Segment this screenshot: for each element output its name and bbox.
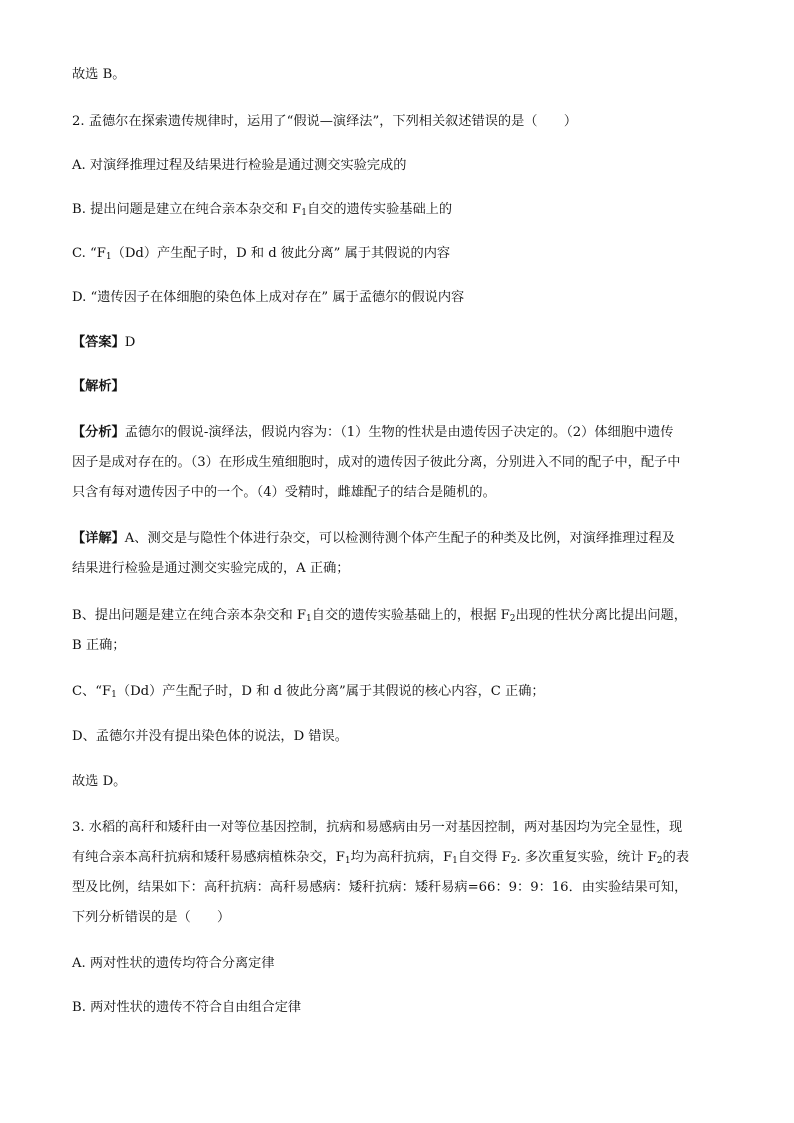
subscript: 2 <box>510 856 517 866</box>
q3-stem-line-2 <box>72 849 722 867</box>
detail-c <box>72 683 722 701</box>
answer-value: D <box>124 335 136 350</box>
subscript: 1 <box>111 690 117 700</box>
subscript: 2 <box>656 856 663 866</box>
text-segment: 有纯合亲本高秆抗病和矮秆易感病植株杂交，F <box>72 850 345 865</box>
fenxi-line-3: 只含有每对遗传因子中的一个。（4）受精时，雌雄配子的结合是随机的。 <box>72 485 496 500</box>
subscript: 1 <box>301 208 307 218</box>
text-segment: （Dd）产生配子时，D 和 d 彼此分离” 属于其假说的内容 <box>111 246 451 261</box>
q3-stem-line-4: 下列分析错误的是（ ） <box>72 910 231 925</box>
text-segment: 自交的遗传实验基础上的 <box>306 202 453 217</box>
subscript: 1 <box>306 614 312 624</box>
text-segment: （Dd）产生配子时，D 和 d 彼此分离”属于其假说的核心内容，C 正确； <box>116 684 545 699</box>
text-segment: C. “F <box>72 246 106 261</box>
q3-stem-line-1: 3. 水稻的高秆和矮秆由一对等位基因控制，抗病和易感病由另一对基因控制，两对基因均为完全显性，现 <box>72 820 683 835</box>
q2-conclusion: 故选 D。 <box>72 774 127 789</box>
fenxi-line-2: 因子是成对存在的。（3）在形成生殖细胞时，成对的遗传因子彼此分离，分别进入不同的配子中，配子中 <box>72 455 681 470</box>
answer-line <box>72 334 732 352</box>
text-segment: C、“F <box>72 684 112 699</box>
text-segment: 自交得 F <box>457 850 511 865</box>
detail-a-line-2: 结果进行检验是通过测交实验完成的，A 正确； <box>72 561 350 576</box>
detail-d: D、孟德尔并没有提出染色体的说法，D 错误。 <box>72 729 348 744</box>
detail-a-line-1 <box>72 530 722 548</box>
subscript: 1 <box>344 856 351 866</box>
text-segment: 出现的性状分离比提出问题， <box>515 608 687 623</box>
q3-stem-line-3: 型及比例，结果如下：高秆抗病：高秆易感病：矮秆抗病：矮秆易病=66：9：9：16．由实验结果可知， <box>72 880 688 895</box>
xiangjie-label: 【详解】 <box>72 531 125 546</box>
q1-conclusion: 故选 B。 <box>72 67 126 82</box>
q2-option-d: D. “遗传因子在体细胞的染色体上成对存在” 属于孟德尔的假说内容 <box>72 290 465 305</box>
answer-label: 【答案】 <box>72 335 125 350</box>
subscript: 2 <box>509 614 516 624</box>
fenxi-label: 【分析】 <box>72 425 125 440</box>
text-segment: B. 提出问题是建立在纯合亲本杂交和 F <box>72 202 302 217</box>
subscript: 1 <box>452 856 458 866</box>
detail-b-line-1 <box>72 607 722 625</box>
q2-option-a: A. 对演绎推理过程及结果进行检验是通过测交实验完成的 <box>72 158 407 173</box>
text-segment: . 多次重复实验，统计 F <box>516 850 657 865</box>
q2-option-b <box>72 201 732 219</box>
text-segment: A、测交是与隐性个体进行杂交，可以检测待测个体产生配子的种类及比例，对演绎推理过程及 <box>124 531 675 546</box>
subscript: 1 <box>105 252 112 262</box>
q3-option-b: B. 两对性状的遗传不符合自由组合定律 <box>72 1000 302 1015</box>
q2-option-c <box>72 245 732 263</box>
text-segment: 孟德尔的假说-演绎法，假说内容为：（1）生物的性状是由遗传因子决定的。（2）体细胞中遗传 <box>124 425 674 440</box>
text-segment: 均为高秆抗病，F <box>350 850 453 865</box>
analysis-label: 【解析】 <box>72 379 125 394</box>
q3-option-a: A. 两对性状的遗传均符合分离定律 <box>72 956 275 971</box>
text-segment: 的表 <box>662 850 690 865</box>
q2-stem: 2. 孟德尔在探索遗传规律时，运用了“假说—演绎法”，下列相关叙述错误的是（ ） <box>72 114 578 129</box>
text-segment: B、提出问题是建立在纯合亲本杂交和 F <box>72 608 307 623</box>
fenxi-line-1 <box>72 424 722 442</box>
detail-b-line-2: B 正确； <box>72 638 126 653</box>
text-segment: 自交的遗传实验基础上的，根据 F <box>311 608 510 623</box>
